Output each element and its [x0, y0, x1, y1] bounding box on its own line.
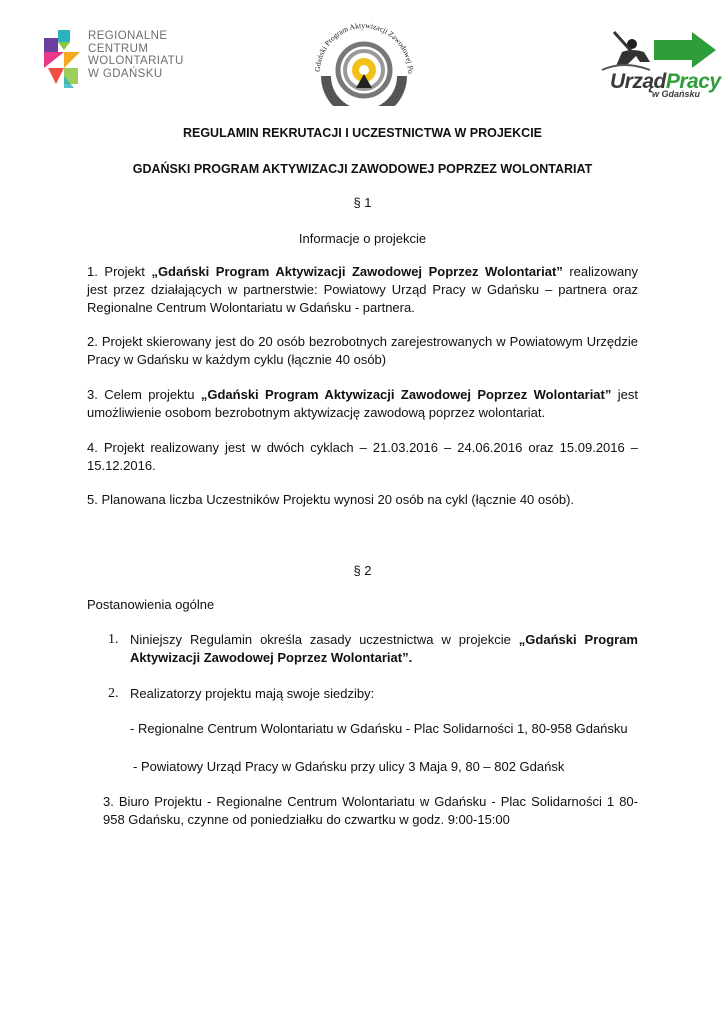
section-2-heading: Postanowienia ogólne — [87, 597, 215, 612]
urzad-pracy-logo — [594, 30, 721, 102]
seal-ring-text: Gdański Program Aktywizacji Zawodowej Po — [312, 20, 416, 74]
paragraph-bold: „Gdański Program Aktywizacji Zawodowej Poprzez Wolontariat” — [151, 264, 563, 279]
logo-word-urzad: Urząd — [610, 70, 666, 93]
section-1-heading: Informacje o projekcie — [298, 231, 427, 246]
paragraph-3 — [87, 386, 638, 422]
document-title: REGULAMIN REKRUTACJI I UCZESTNICTWA W PROJEKCIE — [182, 126, 543, 140]
section-2-sign: § 2 — [353, 563, 372, 578]
address-pup: - Powiatowy Urząd Pracy w Gdańsku przy ulicy 3 Maja 9, 80 – 802 Gdańsk — [133, 759, 565, 774]
list-item-2 — [108, 685, 638, 703]
paragraph-text: realizowany jest przez działających w partnerstwie: Powiatowy Urząd Pracy w Gdańsku – partnera oraz Regionalne Centrum Wolontariatu w Gdańsku - partnera. — [87, 264, 638, 315]
rcw-logo-mark — [44, 30, 82, 90]
rcw-logo-line: REGIONALNE — [88, 30, 168, 42]
program-seal-graphic — [304, 14, 424, 106]
urzad-pracy-figure — [594, 30, 718, 74]
paragraph-4: 4. Projekt realizowany jest w dwóch cyklach – 21.03.2016 – 24.06.2016 oraz 15.09.2016 – 15.12.2016. — [87, 440, 638, 473]
paragraph-1 — [87, 263, 638, 317]
paragraph-text: jest umożliwienie osobom bezrobotnym aktywizację zawodową poprzez wolontariat. — [87, 387, 639, 420]
section-1-sign: § 1 — [353, 195, 372, 210]
logo-subtitle: w Gdańsku — [652, 89, 701, 99]
list-number: 2. — [108, 686, 119, 701]
logo-word-pracy: Pracy — [665, 70, 721, 93]
paragraph-text: 1. Projekt — [87, 264, 152, 279]
project-title: GDAŃSKI PROGRAM AKTYWIZACJI ZAWODOWEJ POPRZEZ WOLONTARIAT — [132, 162, 593, 176]
list-text: Realizatorzy projektu mają swoje siedziby: — [130, 686, 375, 701]
list-text: Niniejszy Regulamin określa zasady uczestnictwa w projekcie — [130, 632, 519, 647]
address-rcw: - Regionalne Centrum Wolontariatu w Gdańsku - Plac Solidarności 1, 80-958 Gdańsku — [130, 721, 628, 736]
list-item-1 — [108, 631, 638, 667]
paragraph-2: 2. Projekt skierowany jest do 20 osób bezrobotnych zarejestrowanych w Powiatowym Urzędzie Pracy w Gdańsku w każdym cyklu (łącznie 40 osób) — [87, 334, 638, 367]
rcw-logo — [44, 28, 194, 92]
paragraph-text: 3. Celem projektu — [87, 387, 201, 402]
program-seal-logo — [304, 14, 424, 106]
list-number: 1. — [108, 632, 119, 647]
paragraph-5: 5. Planowana liczba Uczestników Projektu wynosi 20 osób na cykl (łącznie 40 osób). — [87, 492, 575, 507]
paragraph-office: 3. Biuro Projektu - Regionalne Centrum Wolontariatu w Gdańsku - Plac Solidarności 1 80-958 Gdańsku, czynne od poniedziałku do czwartku w godz. 9:00-15:00 — [103, 794, 638, 827]
paragraph-bold: „Gdański Program Aktywizacji Zawodowej Poprzez Wolontariat” — [200, 387, 612, 402]
rcw-logo-line: CENTRUM — [88, 42, 149, 55]
rcw-logo-line: W GDAŃSKU — [88, 67, 163, 80]
rcw-logo-line: WOLONTARIATU — [88, 55, 184, 67]
list-bold: „Gdański Program Aktywizacji Zawodowej Poprzez Wolontariat”. — [130, 632, 638, 665]
